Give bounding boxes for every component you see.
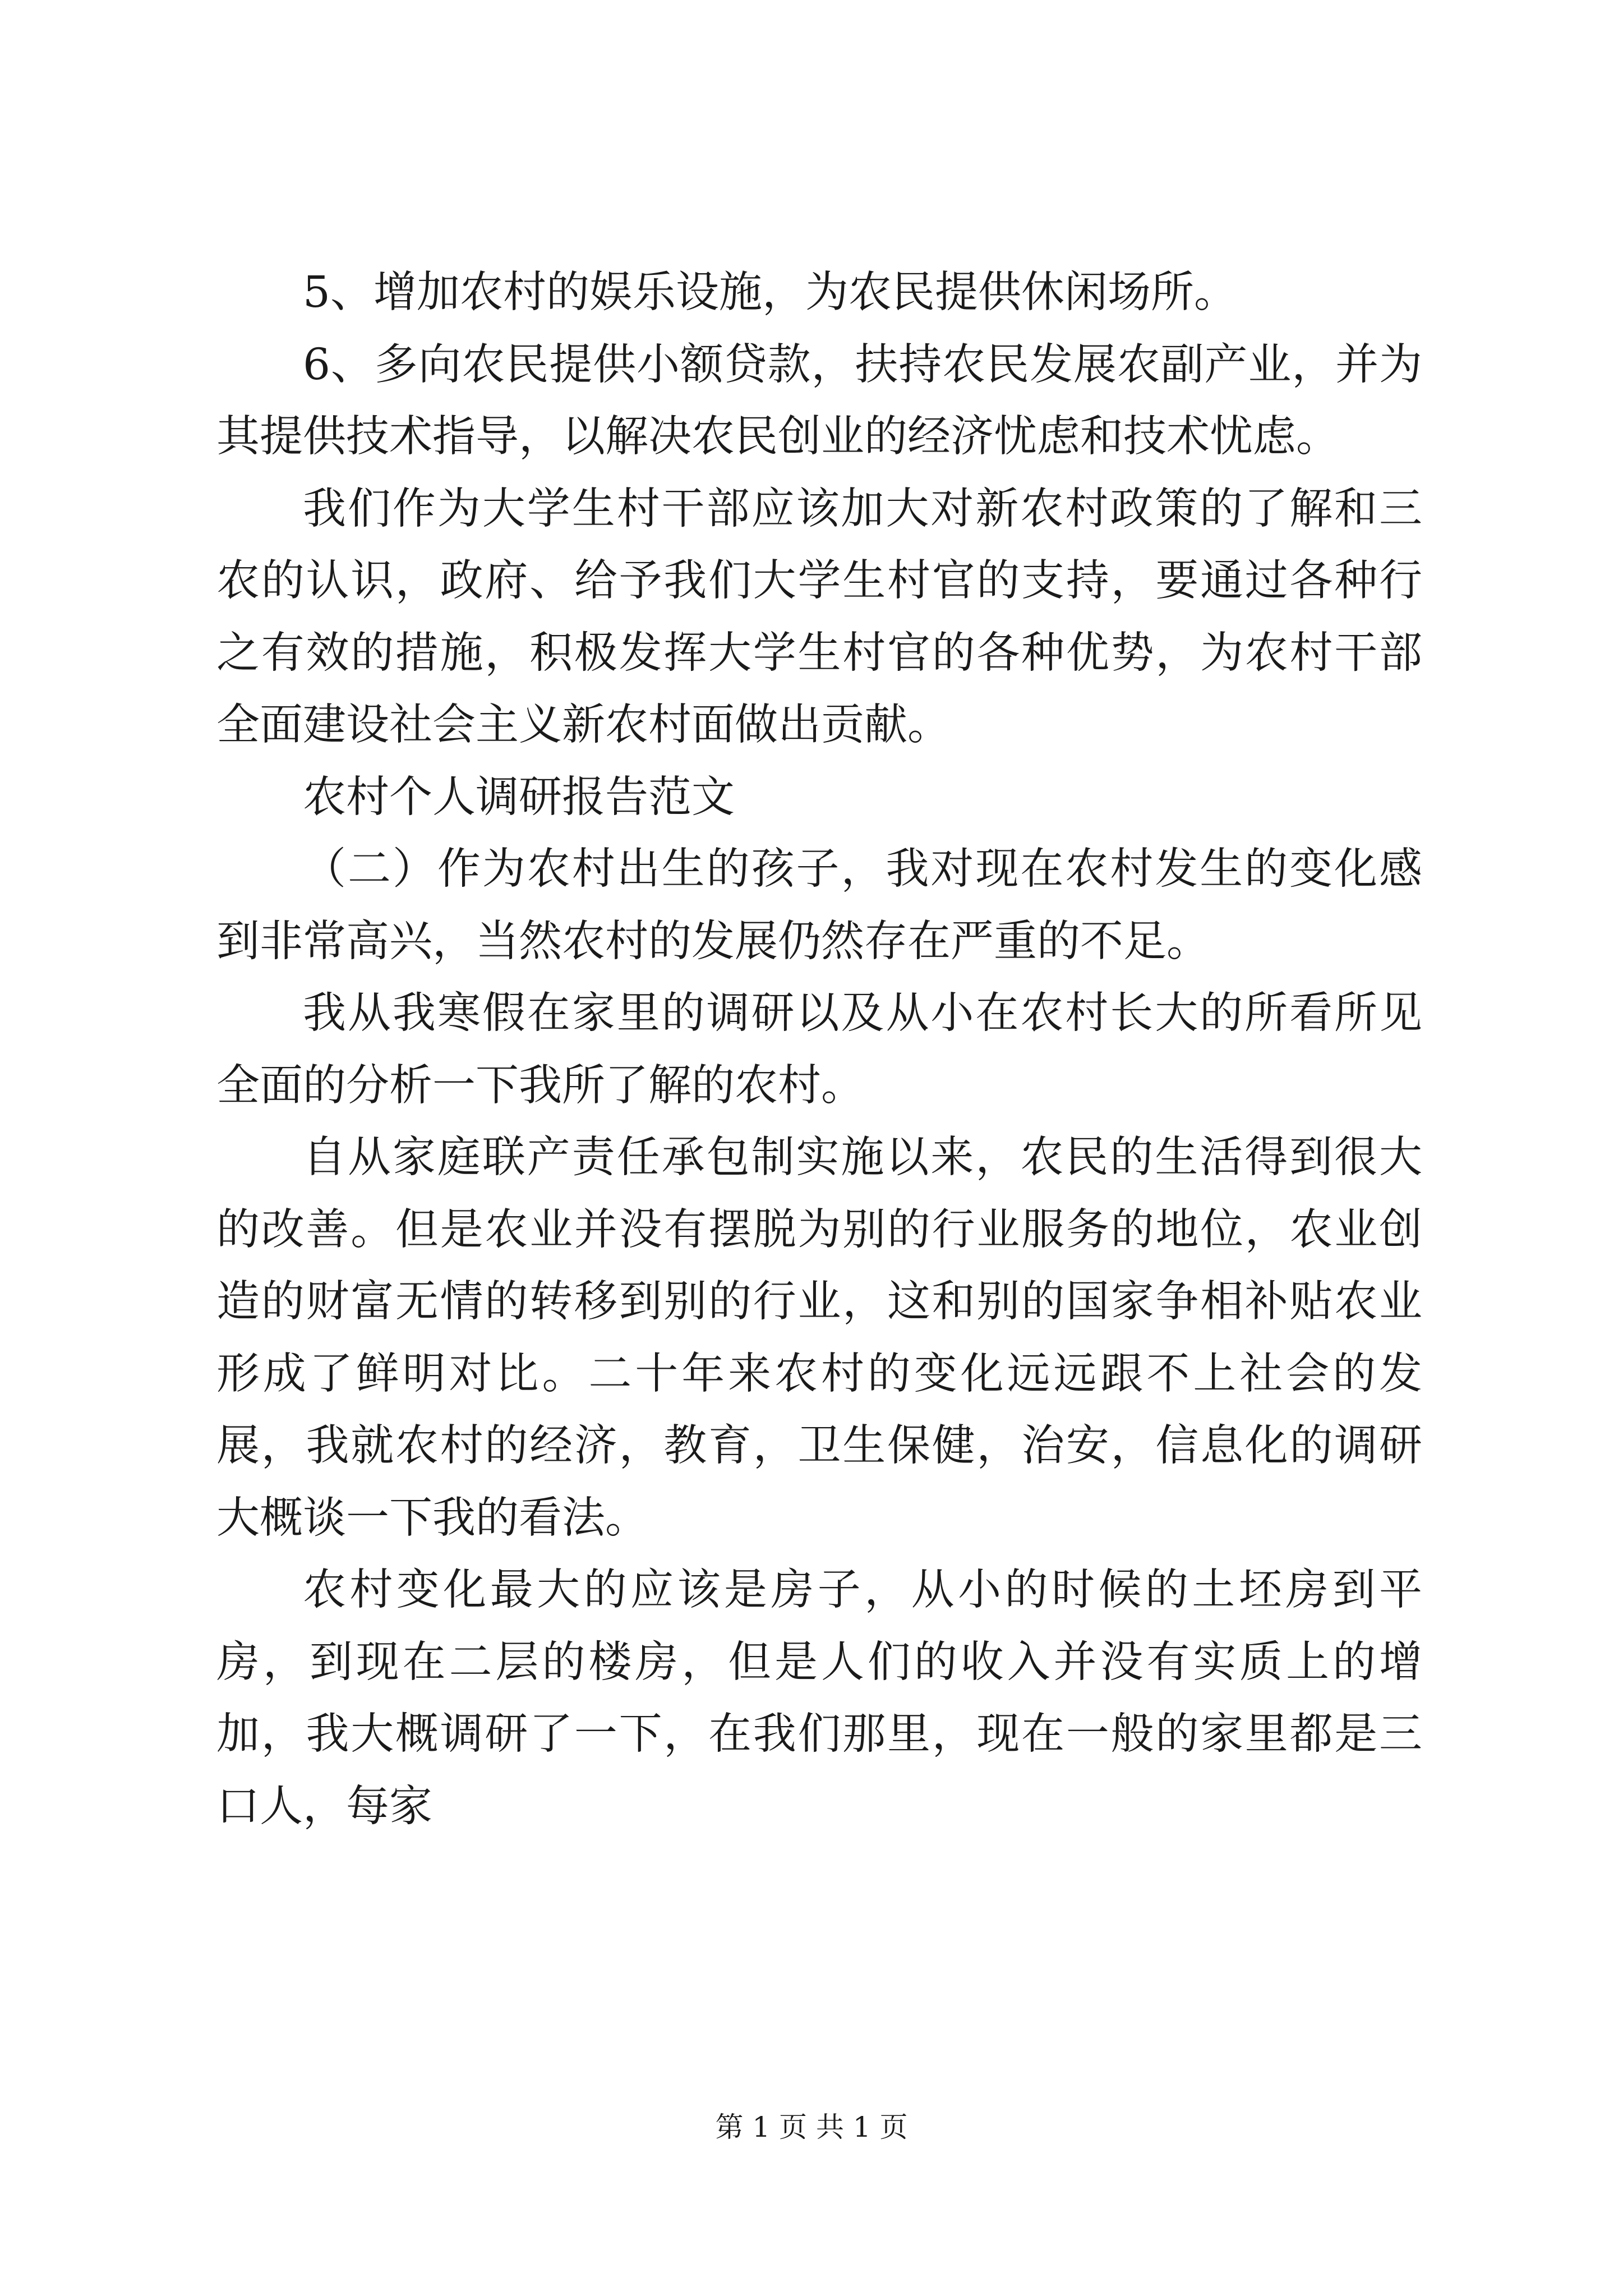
paragraph-background: 自从家庭联产责任承包制实施以来，农民的生活得到很大的改善。但是农业并没有摆脱为别的行业服务的地位，农业创造的财富无情的转移到别的行业，这和别的国家争相补贴农业形成了鲜明对比。二十年来农村的变化远远跟不上社会的发展，我就农村的经济，教育，卫生保健，治安，信息化的调研大概谈一下我的看法。: [216, 1133, 1422, 1543]
paragraph-method: 我从我寒假在家里的调研以及从小在农村长大的所看所见全面的分析一下我所了解的农村。: [216, 988, 1422, 1111]
document-body: [216, 257, 1422, 1843]
paragraph-item-6: 6、多向农民提供小额贷款，扶持农民发展农副产业，并为其提供技术指导，以解决农民创业的经济忧虑和技术忧虑。: [216, 339, 1422, 462]
section-title: 农村个人调研报告范文: [303, 772, 735, 822]
paragraph-conclusion: 我们作为大学生村干部应该加大对新农村政策的了解和三农的认识，政府、给予我们大学生村官的支持，要通过各种行之有效的措施，积极发挥大学生村官的各种优势，为农村干部全面建设社会主义新农村面做出贡献。: [216, 484, 1422, 750]
page-footer: 第 1 页 共 1 页: [715, 2111, 908, 2143]
paragraph-item-5: 5、增加农村的娱乐设施，为农民提供休闲场所。: [303, 268, 1237, 318]
paragraph-housing: 农村变化最大的应该是房子，从小的时候的土坯房到平房，到现在二层的楼房，但是人们的收入并没有实质上的增加，我大概调研了一下，在我们那里，现在一般的家里都是三口人，每家: [216, 1565, 1422, 1832]
paragraph-intro: （二）作为农村出生的孩子，我对现在农村发生的变化感到非常高兴，当然农村的发展仍然存在严重的不足。: [216, 844, 1422, 967]
